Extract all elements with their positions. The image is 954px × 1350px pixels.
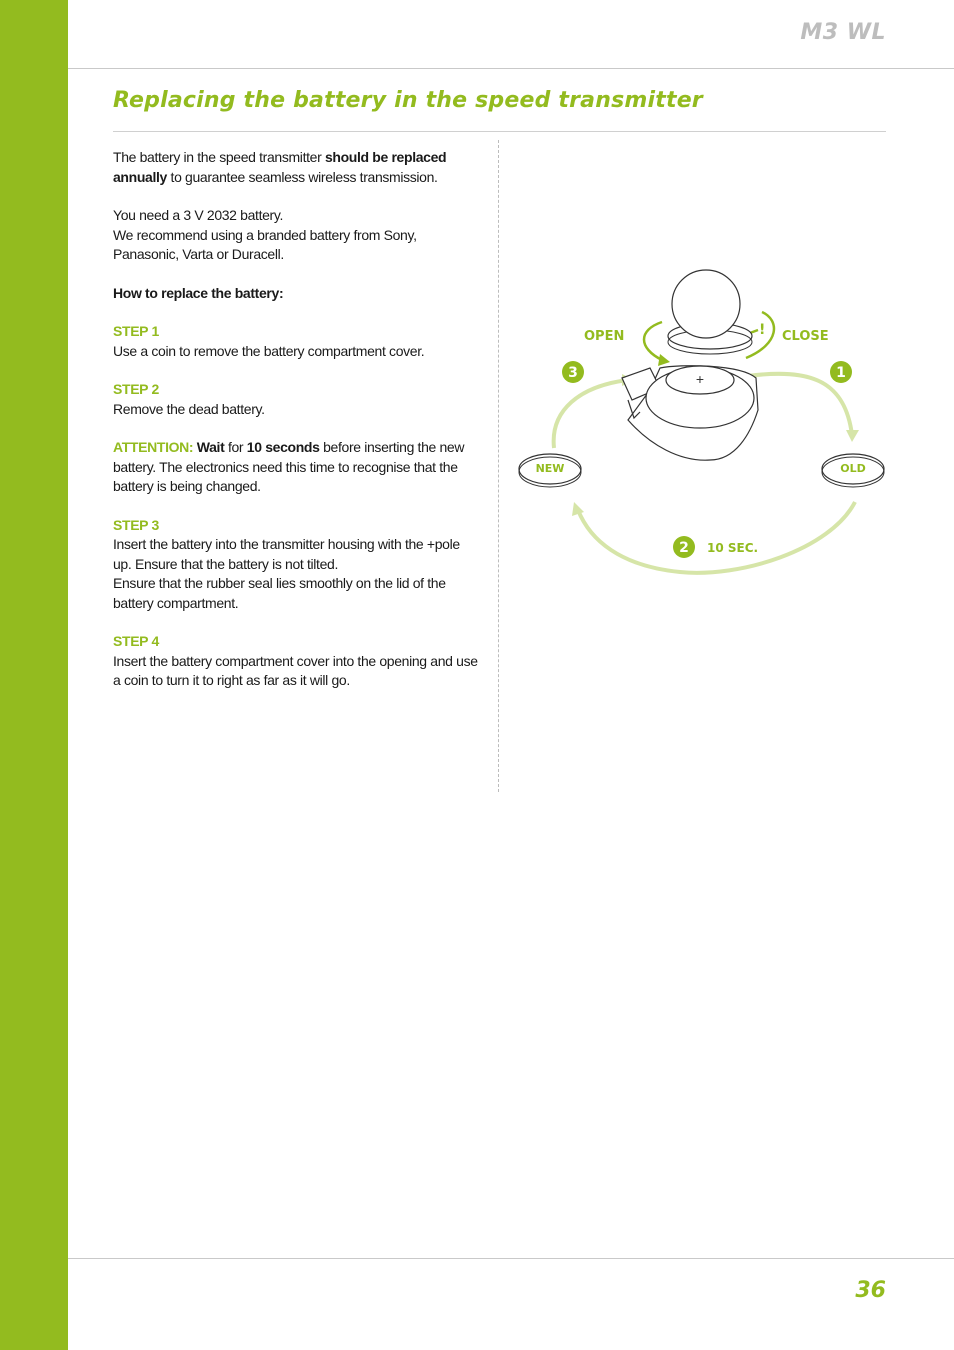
open-arrow-head [658,354,670,366]
step-1-text: Use a coin to remove the battery compartment cover. [113,342,425,359]
open-label: OPEN [584,329,625,344]
step-2-label: STEP 2 [113,381,159,397]
arrow-to-old-head [846,430,859,442]
intro-paragraph [113,148,481,187]
arrow-from-new [554,380,628,448]
old-label: OLD [840,462,866,475]
step-4-text: Insert the battery compartment cover into the opening and use a coin to turn it to right as far as it will go. [113,652,478,688]
coin [672,270,740,338]
arrow-to-new-head [572,502,584,516]
intro-emphasis: should be replaced annually [113,149,447,185]
battery-type-text: You need a 3 V 2032 battery. [113,207,284,223]
howto-label: How to replace the battery: [113,284,284,301]
arrow-to-old [748,374,852,435]
step-2-text: Remove the dead battery. [113,400,265,417]
attention-seconds: 10 seconds [246,439,320,455]
attention-for: for [224,439,247,455]
open-rotation-arrow [644,322,662,360]
wait-time-label: 10 SEC. [707,541,759,555]
intro-text-end: to guarantee seamless wireless transmission. [167,168,438,185]
attention-text: before inserting the new battery. The electronics need this time to recognise that the battery is being changed. [113,439,465,494]
step-3-text: Insert the battery into the transmitter housing with the +pole up. Ensure that the battery is not tilted. [113,536,460,572]
step-1-number: 1 [836,365,846,381]
step-2-number: 2 [679,540,689,556]
intro-text: The battery in the speed transmitter [113,149,325,165]
step-4 [113,632,481,691]
warning-mark: ! [759,322,766,338]
step-1-label: STEP 1 [113,323,159,339]
attention-label: ATTENTION: [113,439,194,455]
plus-pole-mark: + [695,371,705,387]
attention-wait: Wait [196,439,225,455]
step-2 [113,380,481,419]
howto-heading [113,284,481,304]
instructions-column [113,148,481,710]
step-1 [113,322,481,361]
step-3 [113,516,481,614]
footer-rule [68,1258,954,1259]
title-rule [113,131,886,132]
column-divider [498,140,499,792]
step-3-number: 3 [568,365,578,381]
step-4-label: STEP 4 [113,633,159,649]
battery-brand-text: We recommend using a branded battery from Sony, Panasonic, Varta or Duracell. [113,226,417,262]
attention-note [113,438,481,497]
step-3-seal-text: Ensure that the rubber seal lies smoothly on the lid of the battery compartment. [113,575,446,611]
battery-requirement [113,206,481,265]
product-name: M3 WL [800,20,886,45]
page-number: 36 [855,1278,886,1303]
arrow-to-new [578,502,855,573]
side-color-bar [0,0,68,1350]
page-title: Replacing the battery in the speed transmitter [113,88,703,113]
new-label: NEW [535,462,565,475]
close-label: CLOSE [782,329,829,344]
header-rule [68,68,954,69]
battery-replacement-diagram [510,260,900,590]
step-3-label: STEP 3 [113,516,159,533]
